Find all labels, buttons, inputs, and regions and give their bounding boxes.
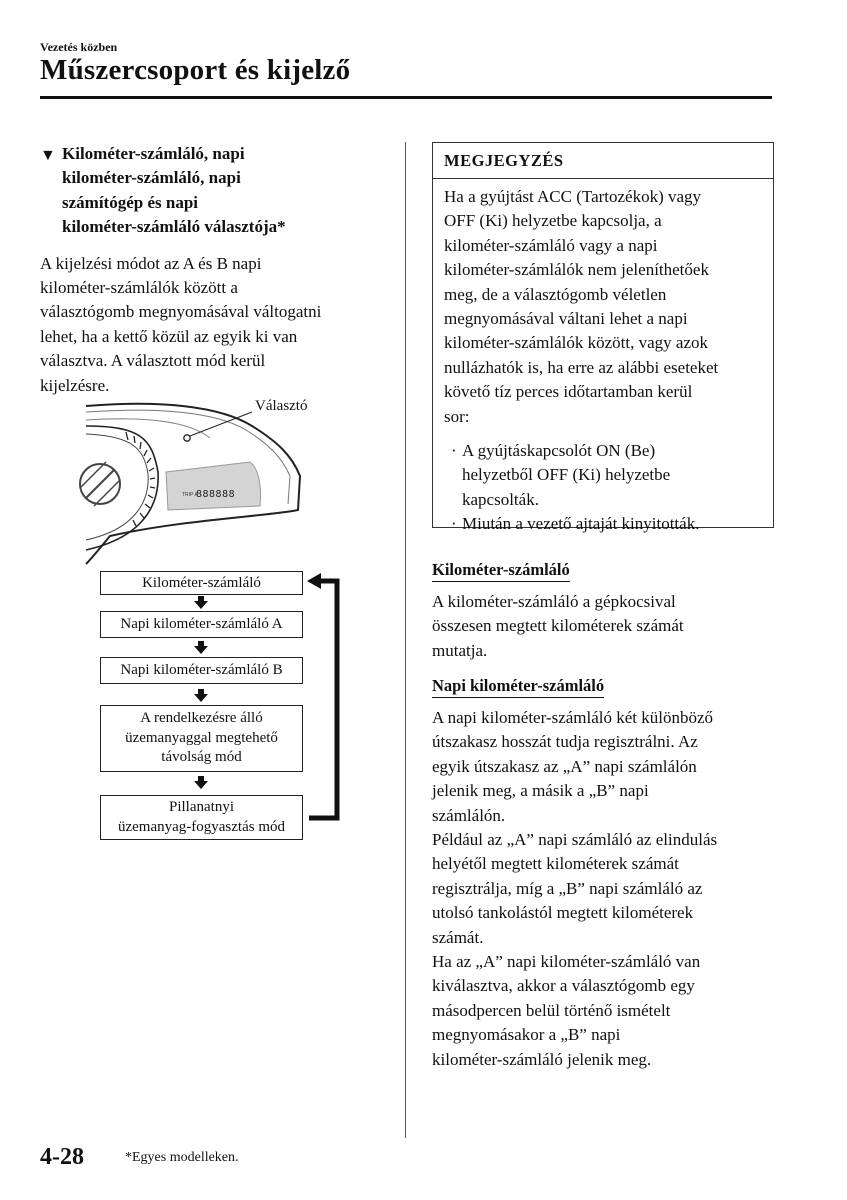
- body-line: megnyomásakor a „B” napi: [432, 1025, 621, 1045]
- bullet-dot-icon: ·: [451, 514, 457, 534]
- note-line: meg, de a választógomb véletlen: [444, 284, 667, 304]
- note-bullet: [444, 439, 763, 512]
- body-line: regisztrálja, míg a „B” napi számláló az: [432, 878, 703, 898]
- left-column: [40, 142, 380, 398]
- down-arrow-icon: [193, 596, 209, 610]
- note-heading: MEGJEGYZÉS: [433, 143, 773, 179]
- subheading-line: kilométer-számláló választója*: [62, 217, 286, 237]
- note-line: Ha a gyújtást ACC (Tartozékok) vagy: [444, 187, 702, 206]
- flow-line: Pillanatnyi: [169, 799, 234, 815]
- note-line: megnyomásával váltani lehet a napi: [444, 309, 688, 329]
- page-number: 4-28: [40, 1144, 84, 1170]
- display-small-label: TRIP A: [182, 492, 198, 498]
- note-line: kilométer-számlálók nem jeleníthetőek: [444, 260, 709, 280]
- note-line: nullázhatók is, ha erre az alábbi eseteket: [444, 357, 719, 377]
- intro-line: választva. A választott mód kerül: [40, 351, 266, 371]
- note-body: [433, 179, 773, 537]
- body-line: utolsó tankolástól megtett kilométerek: [432, 903, 694, 923]
- intro-line: kilométer-számlálók között a: [40, 278, 238, 298]
- title-rule: [40, 96, 772, 99]
- body-line: A kilométer-számláló a gépkocsival: [432, 592, 676, 611]
- odometer-section: [432, 559, 774, 663]
- body-line: útszakasz hosszát tudja regisztrálni. Az: [432, 732, 698, 752]
- body-line: Például az „A” napi számláló az elindulás: [432, 830, 718, 850]
- note-line: kilométer-számlálók között, vagy azok: [444, 333, 709, 353]
- flow-box-trip-a: [100, 611, 303, 638]
- bullet-line: Miután a vezető ajtaját kinyitották.: [462, 514, 700, 534]
- note-line: követő tíz perces időtartamban kerül: [444, 382, 693, 402]
- intro-line: választógomb megnyomásával váltogatni: [40, 302, 322, 322]
- intro-line: A kijelzési módot az A és B napi: [40, 253, 262, 273]
- body-line: egyik útszakasz az „A” napi számlálón: [432, 756, 697, 776]
- body-line: mutatja.: [432, 640, 488, 660]
- down-arrow-icon: [193, 689, 209, 703]
- flow-line: üzemanyaggal megtehető: [125, 729, 278, 746]
- body-line: A napi kilométer-számláló két különböző: [432, 708, 714, 727]
- flow-line: Napi kilométer-számláló B: [120, 662, 283, 678]
- note-box: [432, 142, 774, 534]
- footnote: *Egyes modelleken.: [125, 1150, 239, 1165]
- note-line: OFF (Ki) helyzetbe kapcsolja, a: [444, 211, 662, 231]
- trip-meter-heading: Napi kilométer-számláló: [432, 675, 604, 698]
- bullet-dot-icon: ·: [451, 441, 457, 461]
- instrument-cluster-illustration: [40, 398, 340, 568]
- subheading: [40, 142, 380, 240]
- body-line: számlálón.: [432, 805, 506, 825]
- flow-box-range: [100, 705, 303, 772]
- flow-line: távolság mód: [161, 749, 242, 765]
- note-bullet-list: [444, 439, 763, 537]
- subheading-line: kilométer-számláló, napi: [62, 168, 241, 188]
- bullet-line: kapcsolták.: [462, 489, 539, 509]
- down-arrow-icon: [193, 776, 209, 790]
- body-line: helyétől megtett kilométerek számát: [432, 854, 679, 874]
- flow-box-odometer: [100, 571, 303, 595]
- flow-line: A rendelkezésre álló: [140, 710, 263, 726]
- flow-box-trip-b: [100, 657, 303, 684]
- body-line: Ha az „A” napi kilométer-számláló van: [432, 952, 701, 972]
- column-divider: [405, 142, 406, 1138]
- note-line: sor:: [444, 406, 470, 426]
- flow-line: Napi kilométer-számláló A: [120, 616, 283, 632]
- bullet-line: helyzetből OFF (Ki) helyzetbe: [462, 465, 671, 485]
- flow-line: üzemanyag-fogyasztás mód: [117, 818, 286, 835]
- intro-line: kijelzésre.: [40, 375, 110, 395]
- trip-meter-body: [432, 706, 774, 1072]
- subheading-line: Kilométer-számláló, napi: [62, 144, 245, 163]
- triangle-marker-icon: ▼: [40, 147, 56, 164]
- section-label: Vezetés közben: [40, 40, 118, 54]
- display-readout: 888888: [196, 489, 236, 500]
- down-arrow-icon: [193, 641, 209, 655]
- odometer-body: [432, 590, 774, 663]
- note-line: kilométer-számláló vagy a napi: [444, 235, 658, 255]
- page-title: Műszercsoport és kijelző: [40, 54, 351, 86]
- bullet-line: A gyújtáskapcsolót ON (Be): [462, 441, 656, 461]
- odometer-heading: Kilométer-számláló: [432, 559, 570, 582]
- body-line: összesen megtett kilométerek számát: [432, 616, 684, 636]
- body-line: kilométer-számláló jelenik meg.: [432, 1049, 652, 1069]
- loop-back-arrow: [305, 573, 345, 833]
- body-line: másodpercen belül történő ismételt: [432, 1000, 671, 1020]
- flow-box-consumption: [100, 795, 303, 840]
- flow-line: Kilométer-számláló: [142, 575, 261, 591]
- selector-label: Választó: [255, 398, 308, 414]
- body-line: számát.: [432, 927, 484, 947]
- intro-line: lehet, ha a kettő közül az egyik ki van: [40, 326, 298, 346]
- intro-paragraph: [40, 252, 380, 398]
- body-line: kiválasztva, akkor a választógomb egy: [432, 976, 695, 996]
- subheading-line: számítógép és napi: [62, 192, 198, 212]
- trip-meter-section: [432, 675, 774, 1072]
- note-bullet: [444, 512, 763, 536]
- body-line: jelenik meg, a másik a „B” napi: [432, 781, 649, 801]
